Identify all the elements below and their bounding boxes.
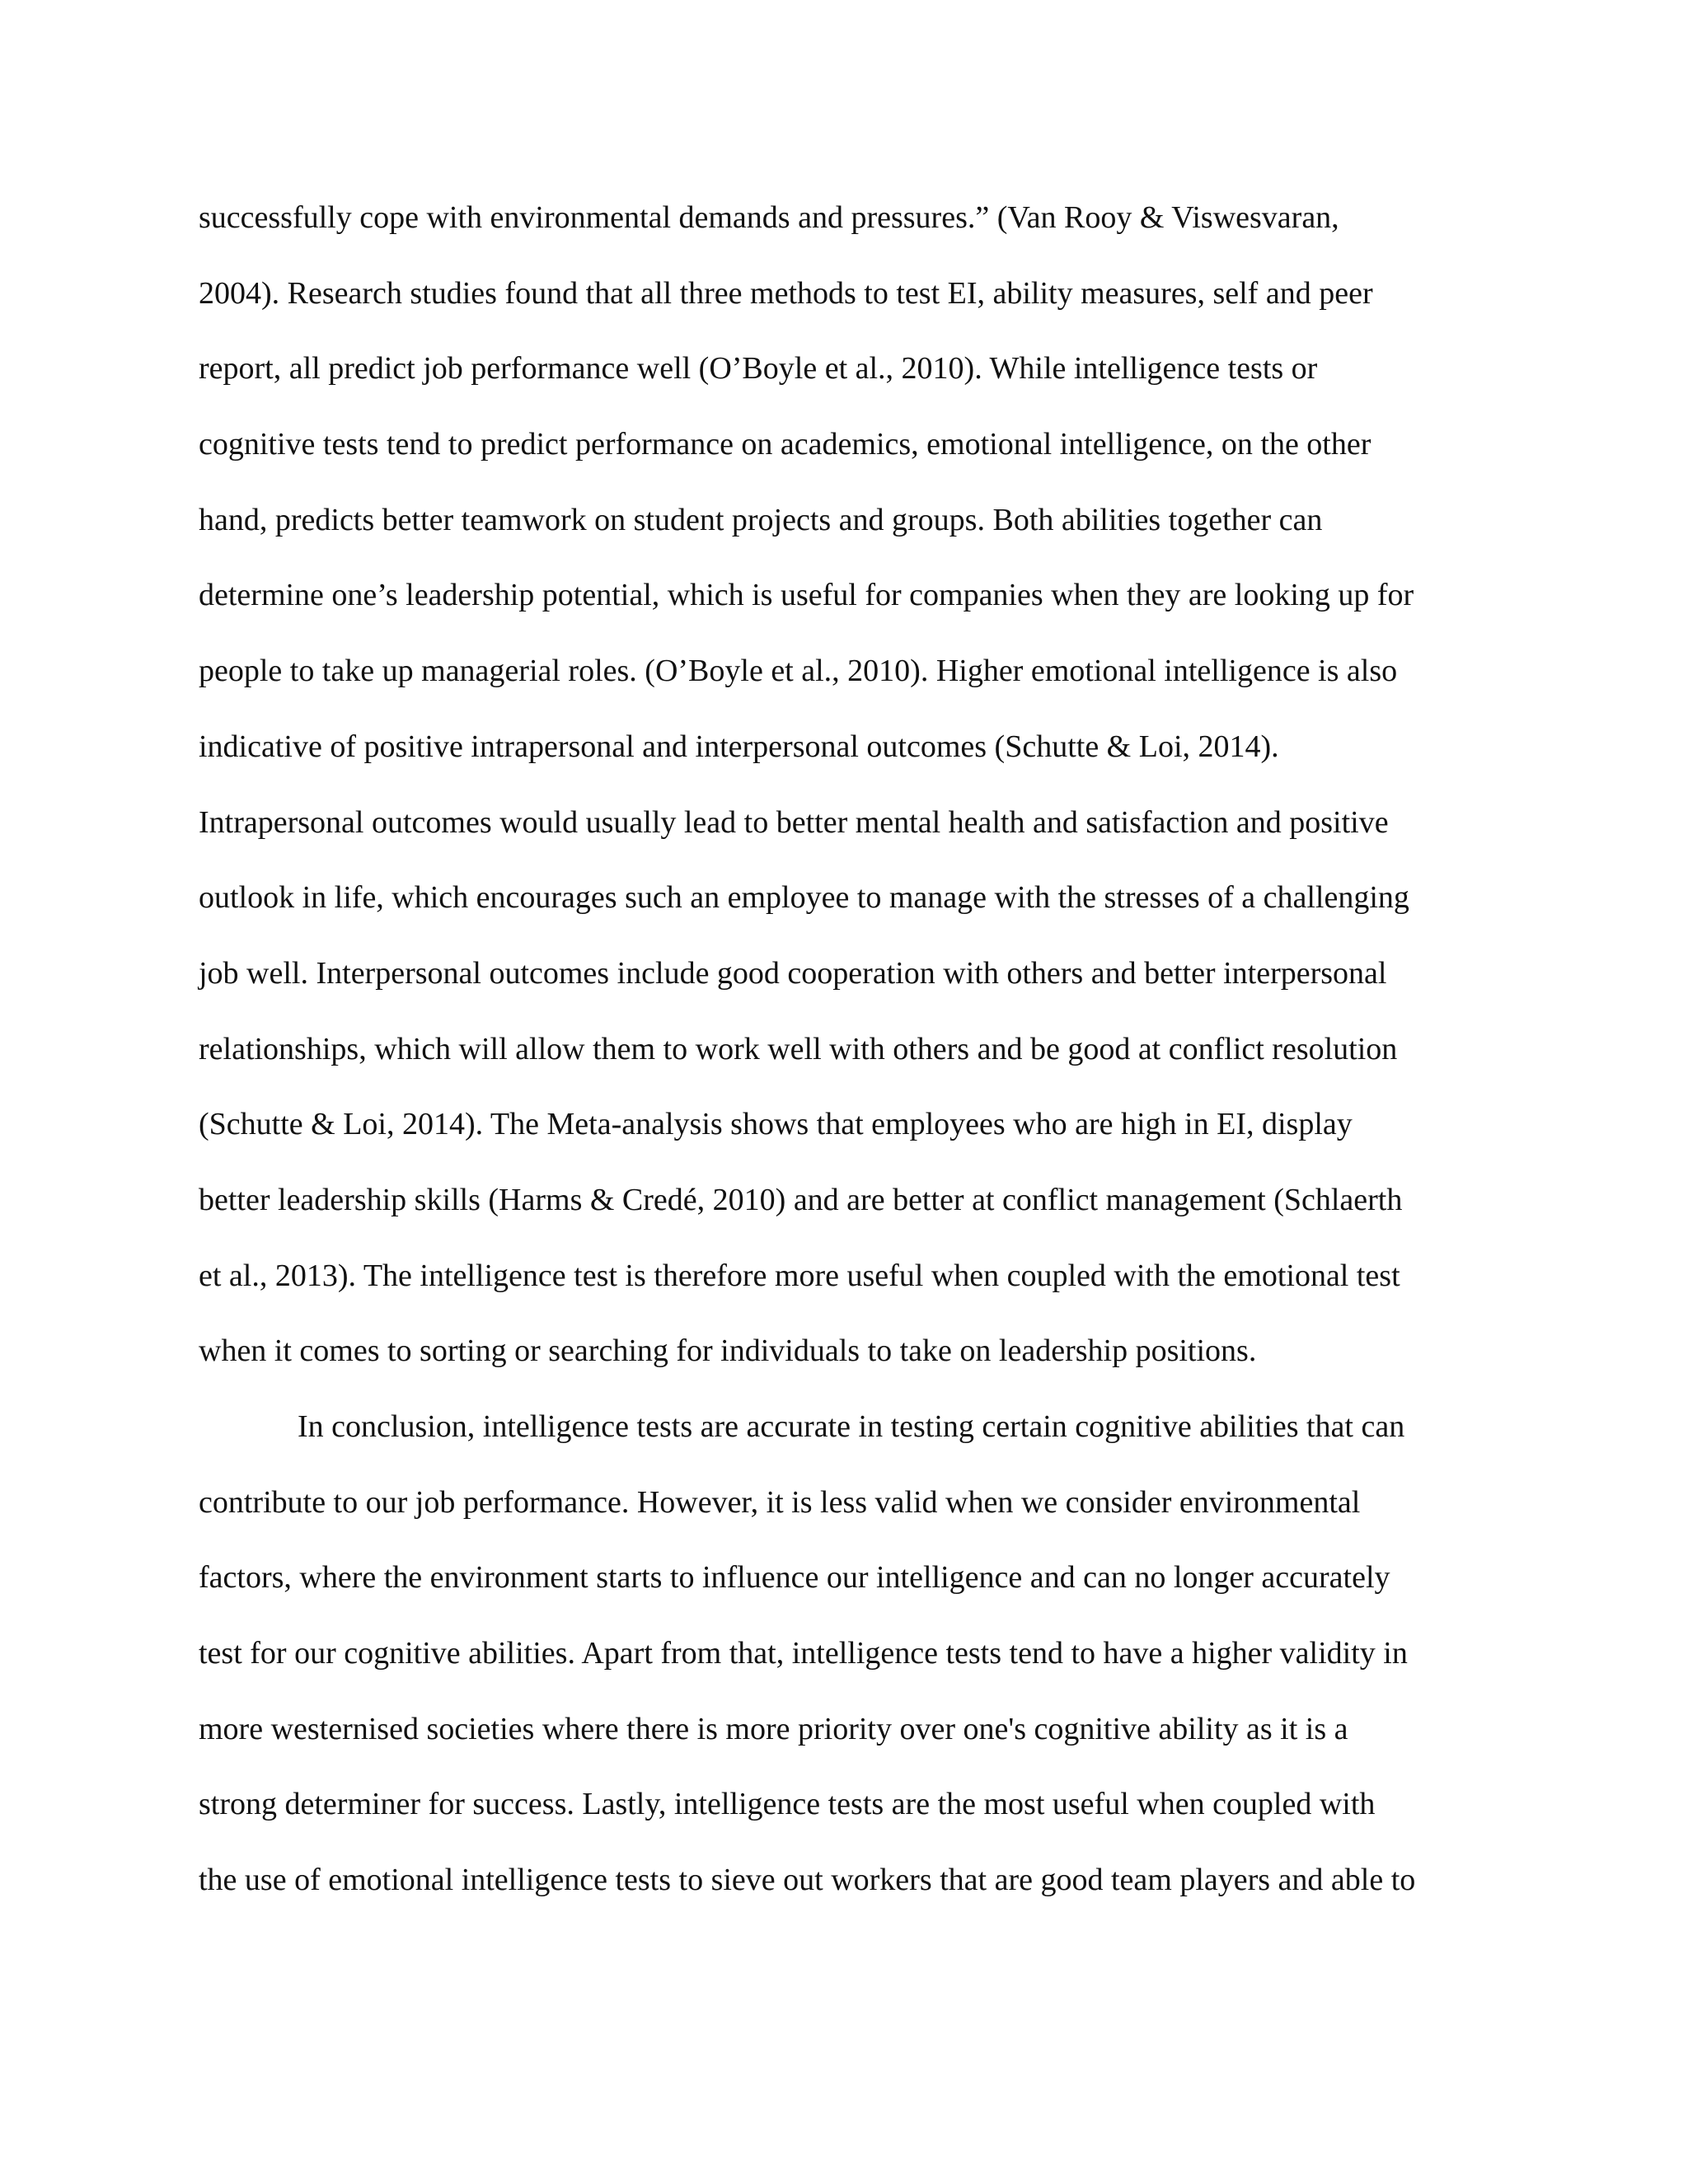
paragraph-line: job well. Interpersonal outcomes include good cooperation with others and better interpersonal: [199, 955, 1387, 991]
paragraph-line: 2004). Research studies found that all three methods to test EI, ability measures, self and peer: [199, 275, 1373, 311]
paragraph-line: more westernised societies where there is more priority over one's cognitive ability as it is a: [199, 1711, 1348, 1746]
paragraph-line: determine one’s leadership potential, which is useful for companies when they are looking up for: [199, 578, 1414, 613]
paragraph-line: factors, where the environment starts to influence our intelligence and can no longer accurately: [199, 1560, 1390, 1596]
paragraph-line: test for our cognitive abilities. Apart from that, intelligence tests tend to have a higher validity in: [199, 1636, 1408, 1671]
paragraph-line: hand, predicts better teamwork on student projects and groups. Both abilities together can: [199, 502, 1323, 537]
paragraph-line: cognitive tests tend to predict performance on academics, emotional intelligence, on the other: [199, 427, 1372, 462]
paragraph-line: the use of emotional intelligence tests to sieve out workers that are good team players and able to: [199, 1863, 1416, 1898]
paragraph-line: successfully cope with environmental demands and pressures.” (Van Rooy & Viswesvaran,: [199, 200, 1339, 235]
paragraph-line: people to take up managerial roles. (O’Boyle et al., 2010). Higher emotional intelligence is also: [199, 654, 1398, 689]
paragraph-line: relationships, which will allow them to work well with others and be good at conflict resolution: [199, 1031, 1398, 1066]
paragraph-line: outlook in life, which encourages such an employee to manage with the stresses of a challenging: [199, 880, 1409, 916]
paragraph-line: (Schutte & Loi, 2014). The Meta-analysis shows that employees who are high in EI, display: [199, 1107, 1353, 1142]
paragraph-line: et al., 2013). The intelligence test is therefore more useful when coupled with the emotional test: [199, 1258, 1400, 1293]
paragraph-line: In conclusion, intelligence tests are accurate in testing certain cognitive abilities that can: [298, 1409, 1405, 1444]
paragraph-line: contribute to our job performance. However, it is less valid when we consider environmental: [199, 1484, 1361, 1520]
paragraph-line: strong determiner for success. Lastly, intelligence tests are the most useful when coupled with: [199, 1787, 1376, 1822]
body-text: [199, 190, 1501, 1929]
paragraph-line: report, all predict job performance well (O’Boyle et al., 2010). While intelligence tests or: [199, 351, 1318, 387]
paragraph-line: when it comes to sorting or searching for individuals to take on leadership positions.: [199, 1333, 1257, 1369]
paragraph-line: better leadership skills (Harms & Credé, 2010) and are better at conflict management (Schlaerth: [199, 1182, 1403, 1217]
paragraph-line: Intrapersonal outcomes would usually lead to better mental health and satisfaction and positive: [199, 804, 1389, 840]
paragraph-line: indicative of positive intrapersonal and interpersonal outcomes (Schutte & Loi, 2014).: [199, 729, 1279, 764]
